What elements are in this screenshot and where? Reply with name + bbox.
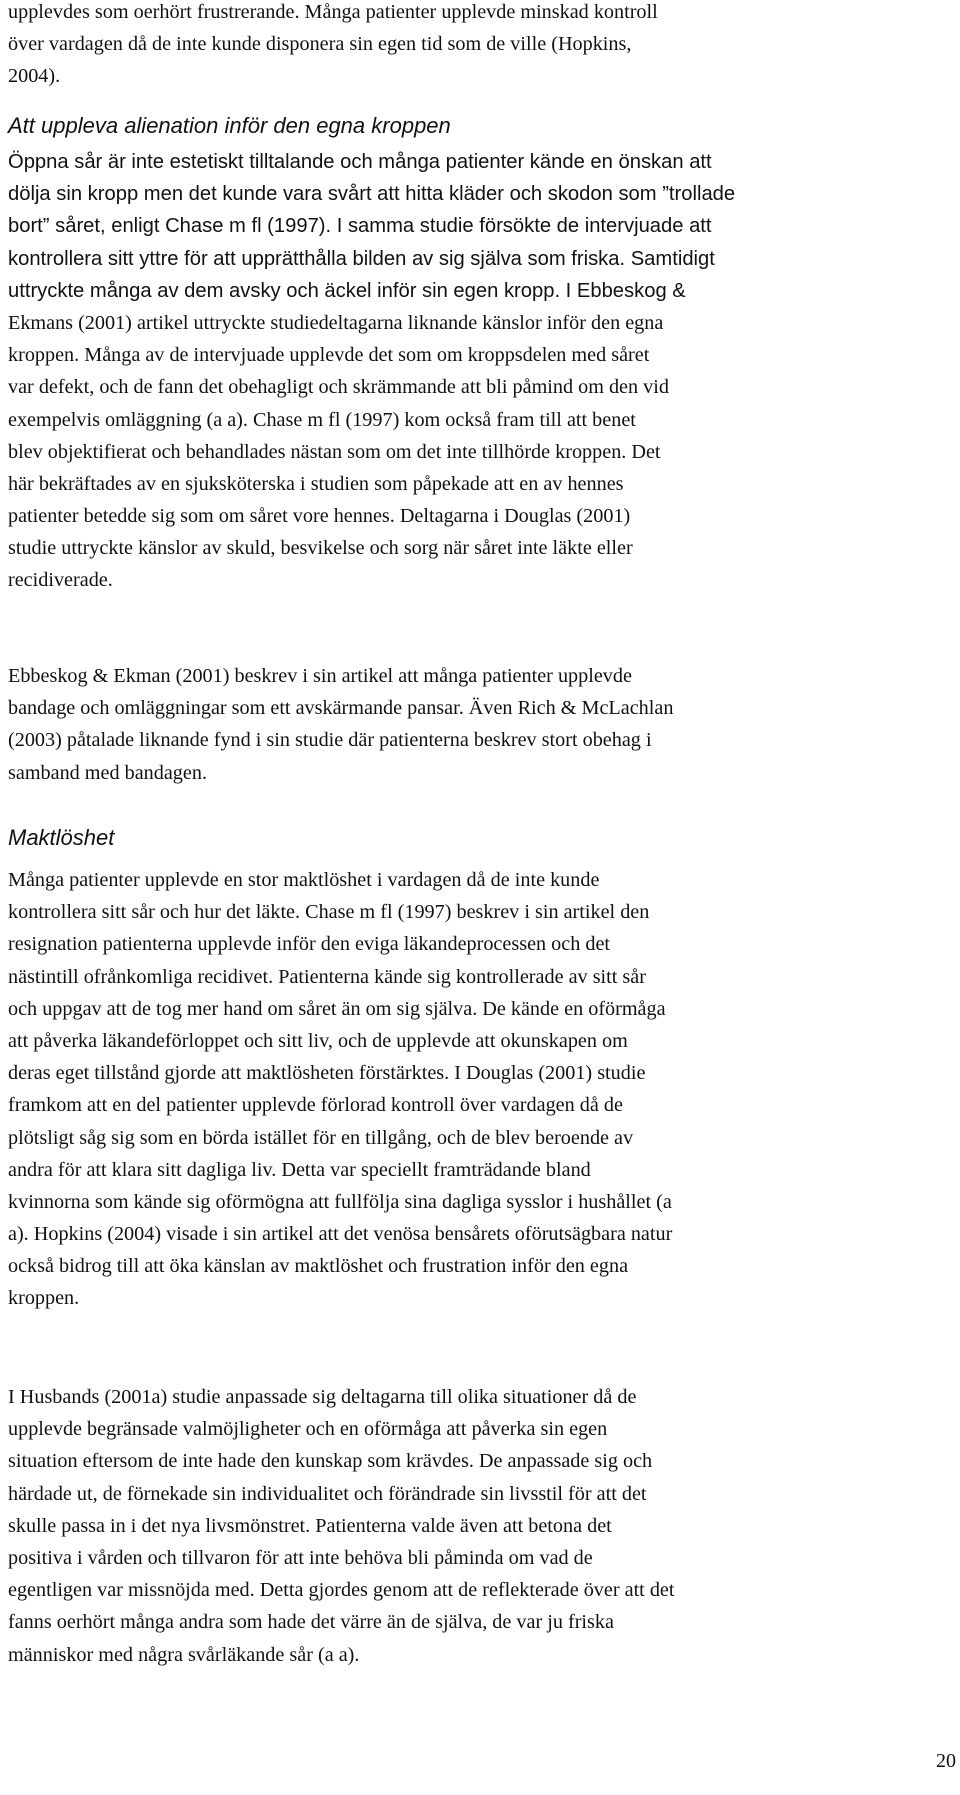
text-line: studie uttryckte känslor av skuld, besvikelse och sorg när såret inte läkte eller [8, 537, 633, 560]
maktloshet-paragraph-1 [8, 864, 672, 1315]
text-line: resignation patienterna upplevde inför den eviga läkandeprocessen och det [8, 933, 611, 956]
section-heading-alienation: Att uppleva alienation inför den egna kroppen [8, 113, 451, 138]
alienation-paragraph-1 [8, 146, 735, 597]
text-line: egentligen var missnöjda med. Detta gjordes genom att de reflekterade över att det [8, 1579, 675, 1602]
text-line: samband med bandagen. [8, 761, 208, 784]
text-line: Öppna sår är inte estetiskt tilltalande och många patienter kände en önskan att [8, 151, 712, 173]
text-line: över vardagen då de inte kunde disponera sin egen tid som de ville (Hopkins, [8, 33, 632, 56]
text-line: andra för att klara sitt dagliga liv. Detta var speciellt framträdande bland [8, 1158, 591, 1181]
text-line: recidiverade. [8, 569, 113, 592]
text-line: I Husbands (2001a) studie anpassade sig deltagarna till olika situationer då de [8, 1386, 637, 1408]
text-line: dölja sin kropp men det kunde vara svårt att hitta kläder och skodon som ”trollade [8, 183, 736, 206]
text-line: exempelvis omläggning (a a). Chase m fl (1997) kom också fram till att benet [8, 408, 636, 431]
maktloshet-paragraph-2 [8, 1381, 675, 1671]
text-line: kontrollera sitt sår och hur det läkte. Chase m fl (1997) beskrev i sin artikel den [8, 901, 650, 924]
alienation-paragraph-2 [8, 660, 673, 789]
text-line: människor med några svårläkande sår (a a). [8, 1643, 360, 1666]
text-line: nästintill ofrånkomliga recidivet. Patienterna kände sig kontrollerade av sitt sår [8, 965, 646, 988]
text-line: fanns oerhört många andra som hade det värre än de själva, de var ju friska [8, 1611, 614, 1634]
text-line: positiva i vården och tillvaron för att inte behöva bli påminda om vad de [8, 1546, 593, 1569]
text-line: patienter betedde sig som om såret vore hennes. Deltagarna i Douglas (2001) [8, 505, 631, 528]
text-line: att påverka läkandeförloppet och sitt liv, och de upplevde att okunskapen om [8, 1029, 628, 1052]
text-line: och uppgav att de tog mer hand om såret än om sig själva. De kände en oförmåga [8, 997, 666, 1020]
text-line: deras eget tillstånd gjorde att maktlösheten förstärktes. I Douglas (2001) studie [8, 1062, 646, 1085]
text-line: också bidrog till att öka känslan av maktlöshet och frustration inför den egna [8, 1255, 629, 1278]
text-line: skulle passa in i det nya livsmönstret. Patienterna valde även att betona det [8, 1514, 612, 1537]
intro-paragraph [8, 0, 658, 93]
text-line: kvinnorna som kände sig oförmögna att fullfölja sina dagliga sysslor i hushållet (a [8, 1190, 672, 1213]
text-line: Ebbeskog & Ekman (2001) beskrev i sin artikel att många patienter upplevde [8, 665, 632, 687]
text-line: här bekräftades av en sjuksköterska i studien som påpekade att en av hennes [8, 472, 624, 495]
section-heading-maktloshet: Maktlöshet [8, 825, 115, 850]
text-line: situation eftersom de inte hade den kunskap som krävdes. De anpassade sig och [8, 1450, 653, 1473]
text-line: 2004). [8, 65, 61, 88]
text-line: Ekmans (2001) artikel uttryckte studiedeltagarna liknande känslor inför den egna [8, 311, 664, 334]
text-line: kontrollera sitt yttre för att upprätthålla bilden av sig själva som friska. Samtidigt [8, 247, 715, 270]
text-line: blev objektifierat och behandlades nästan som om det inte tillhörde kroppen. Det [8, 440, 661, 463]
text-line: var defekt, och de fann det obehagligt och skrämmande att bli påmind om den vid [8, 376, 669, 399]
text-line: kroppen. Många av de intervjuade upplevde det som om kroppsdelen med såret [8, 344, 650, 367]
text-line: uttryckte många av dem avsky och äckel inför sin egen kropp. I Ebbeskog & [8, 279, 686, 302]
text-line: Många patienter upplevde en stor maktlöshet i vardagen då de inte kunde [8, 869, 600, 891]
text-line: härdade ut, de förnekade sin individualitet och förändrade sin livsstil för att det [8, 1482, 647, 1505]
text-line: upplevde begränsade valmöjligheter och en oförmåga att påverka sin egen [8, 1418, 608, 1441]
text-line: plötsligt såg sig som en börda istället för en tillgång, och de blev beroende av [8, 1126, 634, 1149]
text-line: bandage och omläggningar som ett avskärmande pansar. Även Rich & McLachlan [8, 697, 674, 720]
text-line: framkom att en del patienter upplevde förlorad kontroll över vardagen då de [8, 1094, 623, 1117]
text-line: a). Hopkins (2004) visade i sin artikel att det venösa bensårets oförutsägbara natur [8, 1223, 673, 1246]
text-line: kroppen. [8, 1287, 80, 1310]
text-line: bort” såret, enligt Chase m fl (1997). I samma studie försökte de intervjuade att [8, 215, 712, 238]
text-line: upplevdes som oerhört frustrerande. Många patienter upplevde minskad kontroll [8, 1, 658, 23]
text-line: (2003) påtalade liknande fynd i sin studie där patienterna beskrev stort obehag i [8, 729, 652, 752]
page-number: 20 [936, 1750, 956, 1772]
